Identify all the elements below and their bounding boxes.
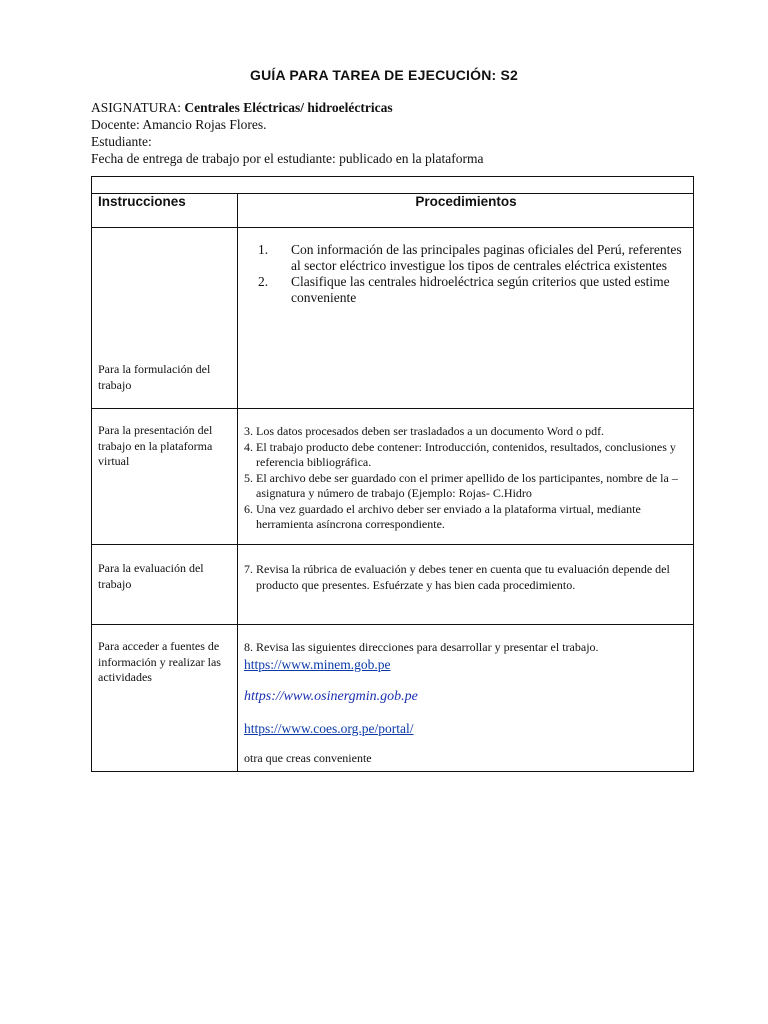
- docente-line: Docente: Amancio Rojas Flores.: [91, 117, 267, 132]
- formulacion-list: [258, 242, 688, 306]
- row-fuentes-label: Para acceder a fuentes de información y realizar las actividades: [98, 639, 221, 684]
- link-coes[interactable]: https://www.coes.org.pe/portal/: [244, 720, 414, 736]
- evaluacion-text: 7. Revisa la rúbrica de evaluación y debes tener en cuenta que tu evaluación depende del producto que presentes. Esfuérzate y has bien cada procedimiento.: [244, 562, 670, 592]
- evaluacion-text-block: [244, 562, 684, 593]
- fuentes-other: otra que creas conveniente: [244, 751, 372, 765]
- list-item: 3. Los datos procesados deben ser trasladados a un documento Word o pdf.: [244, 424, 605, 438]
- column-header-instrucciones: Instrucciones: [98, 194, 186, 209]
- fecha-line: Fecha de entrega de trabajo por el estudiante: publicado en la plataforma: [91, 151, 484, 166]
- fuentes-intro: 8. Revisa las siguientes direcciones para desarrollar y presentar el trabajo.: [244, 640, 599, 654]
- list-item: 5. El archivo debe ser guardado con el primer apellido de los participantes, nombre de la – asignatura y número de trabajo (Ejemplo: Rojas- C.Hidro: [244, 470, 678, 500]
- row-presentacion-label: Para la presentación del trabajo en la plataforma virtual: [98, 423, 213, 468]
- asignatura-label: ASIGNATURA:: [91, 100, 182, 115]
- presentacion-list: [244, 424, 689, 533]
- list-number: 2.: [258, 274, 269, 289]
- document-header: [91, 99, 483, 167]
- list-item: 4. El trabajo producto debe contener: Introducción, contenidos, resultados, conclusiones y referencia bibliográfica.: [244, 439, 676, 469]
- table-column-divider: [237, 193, 238, 772]
- list-text: Con información de las principales paginas oficiales del Perú, referentes al sector eléctrico investigue los tipos de centrales eléctrica existentes: [291, 242, 682, 273]
- asignatura-line: [91, 99, 483, 116]
- list-item: [258, 242, 688, 274]
- row-formulacion-label: Para la formulación del trabajo: [98, 362, 211, 392]
- link-osinergmin[interactable]: https://www.osinergmin.gob.pe: [244, 689, 418, 704]
- list-item: 6. Una vez guardado el archivo deber ser enviado a la plataforma virtual, mediante herramienta asíncrona correspondiente.: [244, 501, 641, 531]
- table-divider: [91, 408, 694, 409]
- column-header-procedimientos: Procedimientos: [415, 194, 517, 209]
- row-evaluacion-label: Para la evaluación del trabajo: [98, 561, 204, 591]
- table-divider: [91, 624, 694, 625]
- document-title: GUÍA PARA TAREA DE EJECUCIÓN: S2: [249, 67, 519, 83]
- list-number: 1.: [258, 242, 269, 257]
- fuentes-block: [244, 640, 689, 767]
- list-text: Clasifique las centrales hidroeléctrica según criterios que usted estime conveniente: [291, 274, 670, 305]
- table-divider: [91, 544, 694, 545]
- link-minem[interactable]: https://www.minem.gob.pe: [244, 656, 391, 672]
- list-item: [258, 274, 688, 306]
- estudiante-line: Estudiante:: [91, 134, 152, 149]
- asignatura-value: Centrales Eléctricas/ hidroeléctricas: [184, 100, 393, 115]
- table-divider: [91, 227, 694, 228]
